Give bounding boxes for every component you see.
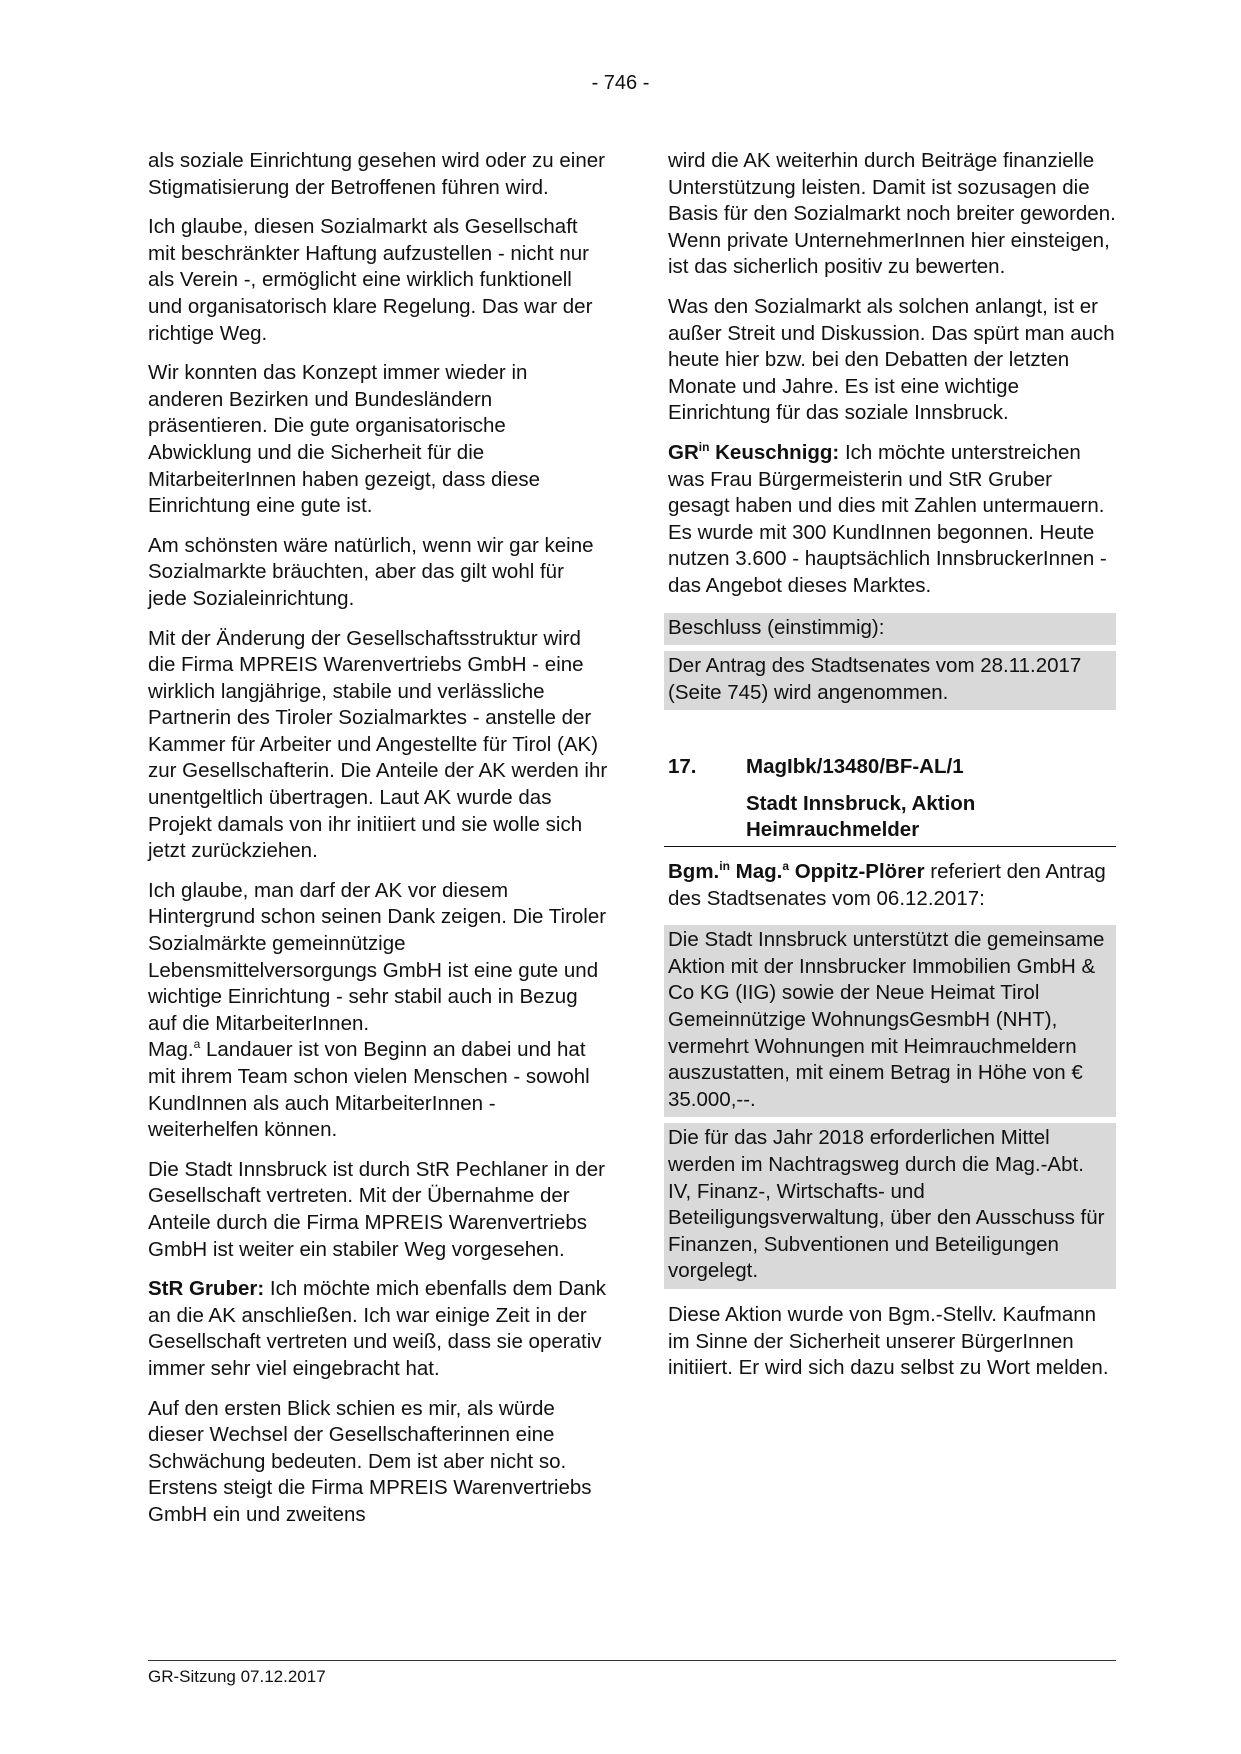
paragraph: Mit der Änderung der Gesellschaftsstruktur wird die Firma MPREIS Warenvertriebs GmbH - eine wirklich langjährige, stabile und verlässliche Partnerin des Tiroler Sozialmarktes - anstelle der Kammer für Arbeiter und Angestellte für Tirol (AK) zur Gesellschafterin. Die Anteile der AK werden ihr unentgeltlich übertragen. Laut AK wurde das Projekt damals von ihr initiiert und sie wolle sich jetzt zurückziehen.	[148, 626, 608, 863]
speaker-name: $GR^{in}$ Keuschnigg:	[668, 440, 840, 464]
resolution-text: Der Antrag des Stadtsenates vom 28.11.2017 (Seite 745) wird angenommen.	[664, 645, 1116, 710]
paragraph	[668, 440, 1116, 600]
paragraph: Am schönsten wäre natürlich, wenn wir gar keine Sozialmarkte bräuchten, aber das gilt wohl für jede Sozialeinrichtung.	[148, 533, 594, 610]
paragraph	[148, 878, 608, 1144]
agenda-reference: MagIbk/13480/BF-AL/1	[746, 755, 964, 779]
paragraph: als soziale Einrichtung gesehen wird oder zu einer Stigmatisierung der Betroffenen führen wird.	[148, 149, 605, 199]
paragraph: Die Stadt Innsbruck ist durch StR Pechlaner in der Gesellschaft vertreten. Mit der Übernahme der Anteile durch die Firma MPREIS Warenvertriebs GmbH ist weiter ein stabiler Weg vorgesehen.	[148, 1157, 605, 1261]
paragraph: Was den Sozialmarkt als solchen anlangt, ist er außer Streit und Diskussion. Das spürt man auch heute hier bzw. bei den Debatten der letzten Monate und Jahre. Es ist eine wichtige Einrichtung für das soziale Innsbruck.	[668, 294, 1115, 425]
paragraph-text: referiert den Antrag des Stadtsenates vom 06.12.2017:	[668, 860, 1106, 910]
paragraph: Auf den ersten Blick schien es mir, als würde dieser Wechsel der Gesellschafterinnen eine Schwächung bedeuten. Dem ist aber nicht so. Erstens steigt die Firma MPREIS Warenvertriebs GmbH ein und zweitens	[148, 1396, 592, 1526]
paragraph: Diese Aktion wurde von Bgm.-Stellv. Kaufmann im Sinne der Sicherheit unserer BürgerInnen initiiert. Er wird sich dazu selbst zu Wort melden.	[668, 1302, 1109, 1380]
paragraph: Ich glaube, diesen Sozialmarkt als Gesellschaft mit beschränkter Haftung aufzustellen - nicht nur als Verein -, ermöglicht eine wirklich funktionell und organisatorisch klare Regelung. Das war der richtige Weg.	[148, 215, 593, 345]
paragraph	[668, 859, 1116, 912]
left-column	[148, 148, 608, 1542]
agenda-number: 17.	[668, 755, 697, 779]
footer-divider	[148, 1660, 1116, 1661]
paragraph: Wir konnten das Konzept immer wieder in anderen Bezirken und Bundesländern präsentieren. Die gute organisatorische Abwicklung und die Sicherheit für die MitarbeiterInnen haben gezeigt, dass diese Einrichtung eine gute ist.	[148, 361, 541, 518]
title-abbrev: Mag.	[148, 1038, 194, 1062]
paragraph: wird die AK weiterhin durch Beiträge finanzielle Unterstützung leisten. Damit ist sozusagen die Basis für den Sozialmarkt noch breiter geworden. Wenn private UnternehmerInnen hier einsteigen, ist das sicherlich positiv zu bewerten.	[668, 149, 1116, 279]
footer: GR-Sitzung 07.12.2017	[148, 1667, 326, 1686]
motion-text: Die für das Jahr 2018 erforderlichen Mittel werden im Nachtragsweg durch die Mag.-Abt. IV, Finanz-, Wirtschafts- und Beteiligungsverwaltung, über den Ausschuss für Finanzen, Subventionen und Beteiligungen vorgelegt.	[664, 1117, 1116, 1289]
paragraph-text: Ich möchte unterstreichen was Frau Bürgermeisterin und StR Gruber gesagt haben und dies mit Zahlen untermauern. Es wurde mit 300 KundInnen begonnen. Heute nutzen 3.600 - hauptsächlich InnsbruckerInnen - das Angebot dieses Marktes.	[668, 440, 1107, 597]
page-number: - 746 -	[591, 72, 650, 94]
motion-text: Die Stadt Innsbruck unterstützt die gemeinsame Aktion mit der Innsbrucker Immobilien GmbH & Co KG (IIG) sowie der Neue Heimat Tirol Gemeinnützige WohnungsGesmbH (NHT), vermehrt Wohnungen mit Heimrauchmeldern auszustatten, mit einem Betrag in Höhe von € 35.000,--.	[664, 925, 1116, 1117]
agenda-title: Stadt Innsbruck, Aktion Heimrauchmelder	[664, 791, 1116, 847]
speaker-name: StR Gruber:	[148, 1277, 265, 1301]
right-column	[668, 148, 1116, 1395]
speaker-name: Bgm.$^{in}$ Mag.$^a$ Oppitz-Plörer	[668, 859, 925, 884]
paragraph-text: Ich möchte mich ebenfalls dem Dank an die AK anschließen. Ich war einige Zeit in der Gesellschaft vertreten und weiß, dass sie operativ immer sehr viel eingebracht hat.	[148, 1277, 607, 1380]
agenda-item	[668, 754, 1116, 847]
agenda-header	[668, 754, 1116, 781]
title-superscript: a	[193, 1037, 201, 1052]
paragraph-text: Ich glaube, man darf der AK vor diesem Hintergrund schon seinen Dank zeigen. Die Tiroler Sozialmärkte gemeinnützige Lebensmittelversorgungs GmbH ist eine gute und wichtige Einrichtung - sehr stabil auch in Bezug auf die MitarbeiterInnen.	[148, 878, 607, 1035]
paragraph	[148, 1276, 608, 1382]
resolution-label: Beschluss (einstimmig):	[664, 613, 1116, 646]
paragraph-text: Landauer ist von Beginn an dabei und hat mit ihrem Team schon vielen Menschen - sowohl KundInnen als auch MitarbeiterInnen - weiterhelfen können.	[148, 1038, 590, 1142]
